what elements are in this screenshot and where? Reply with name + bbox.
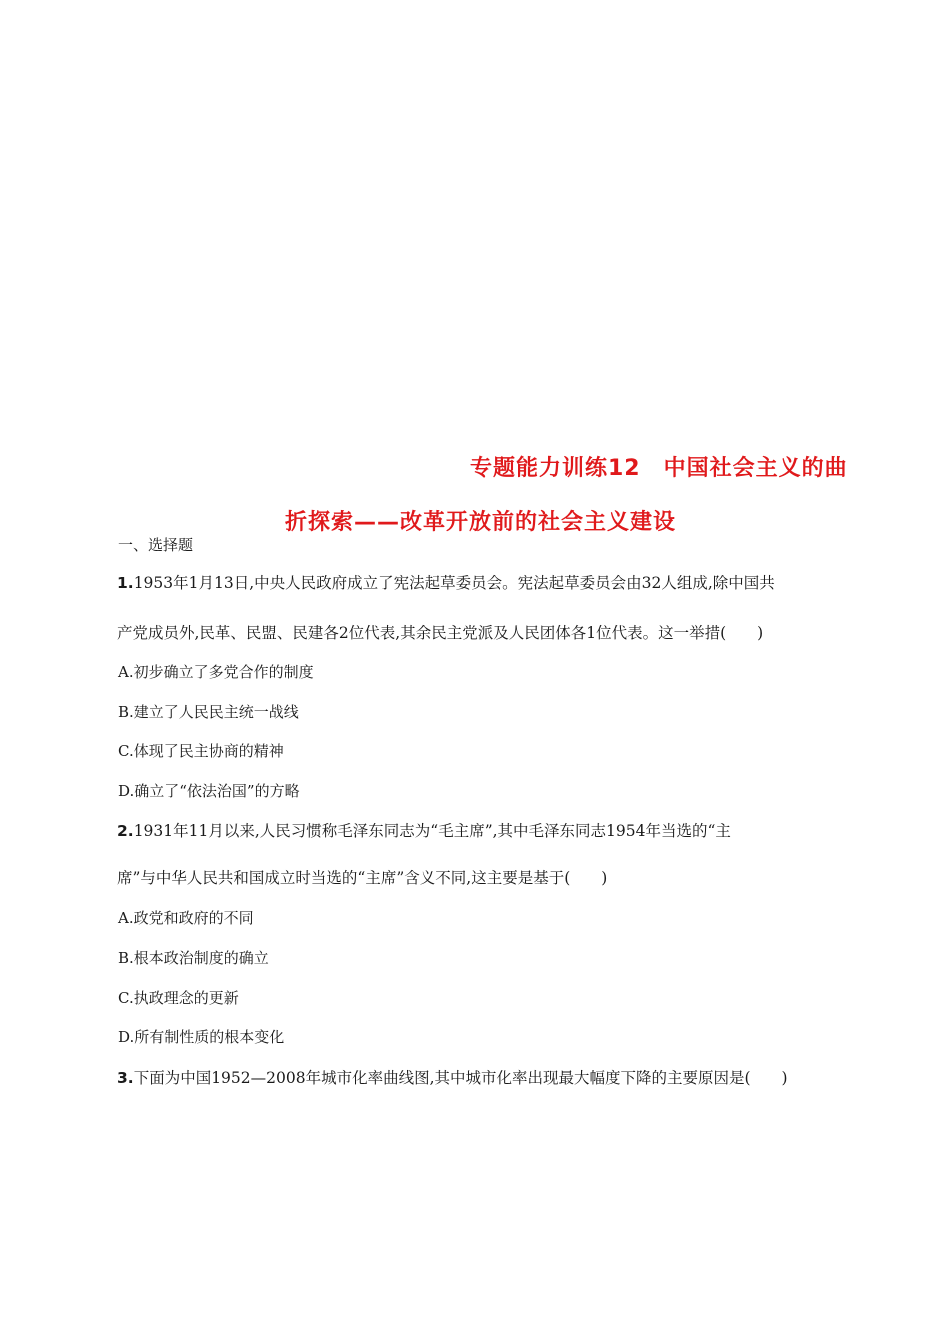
- question-2-option-c: C.执政理念的更新: [118, 989, 239, 1007]
- question-2-number: 2.: [117, 822, 134, 840]
- question-3-number: 3.: [117, 1069, 134, 1087]
- question-2-text-1: 1931年11月以来,人民习惯称毛泽东同志为“毛主席”,其中毛泽东同志1954年当选的“主: [133, 822, 731, 840]
- question-1-line-2: 产党成员外,民革、民盟、民建各2位代表,其余民主党派及人民团体各1位代表。这一举措( ): [117, 624, 764, 642]
- question-3-text-1: 下面为中国1952—2008年城市化率曲线图,其中城市化率出现最大幅度下降的主要原因是( ): [133, 1069, 788, 1087]
- question-1-line-1: [117, 571, 775, 593]
- page-title-line-2: 折探索——改革开放前的社会主义建设: [285, 510, 677, 535]
- question-2-line-2: 席”与中华人民共和国成立时当选的“主席”含义不同,这主要是基于( ): [117, 869, 608, 887]
- question-1-text-1: 1953年1月13日,中央人民政府成立了宪法起草委员会。宪法起草委员会由32人组成,除中国共: [133, 574, 775, 592]
- question-1-option-d: D.确立了“依法治国”的方略: [118, 782, 300, 800]
- question-3-line-1: [117, 1066, 788, 1088]
- question-2-line-1: [117, 819, 731, 841]
- question-1-option-c: C.体现了民主协商的精神: [118, 742, 284, 760]
- section-heading: 一、选择题: [118, 536, 194, 554]
- question-1-number: 1.: [117, 574, 134, 592]
- question-1-option-b: B.建立了人民民主统一战线: [118, 703, 299, 721]
- question-2-option-d: D.所有制性质的根本变化: [118, 1028, 285, 1046]
- page-title-line-1: 专题能力训练12 中国社会主义的曲: [470, 456, 848, 481]
- question-2-option-b: B.根本政治制度的确立: [118, 949, 269, 967]
- question-2-option-a: A.政党和政府的不同: [118, 909, 254, 927]
- question-1-option-a: A.初步确立了多党合作的制度: [118, 663, 314, 681]
